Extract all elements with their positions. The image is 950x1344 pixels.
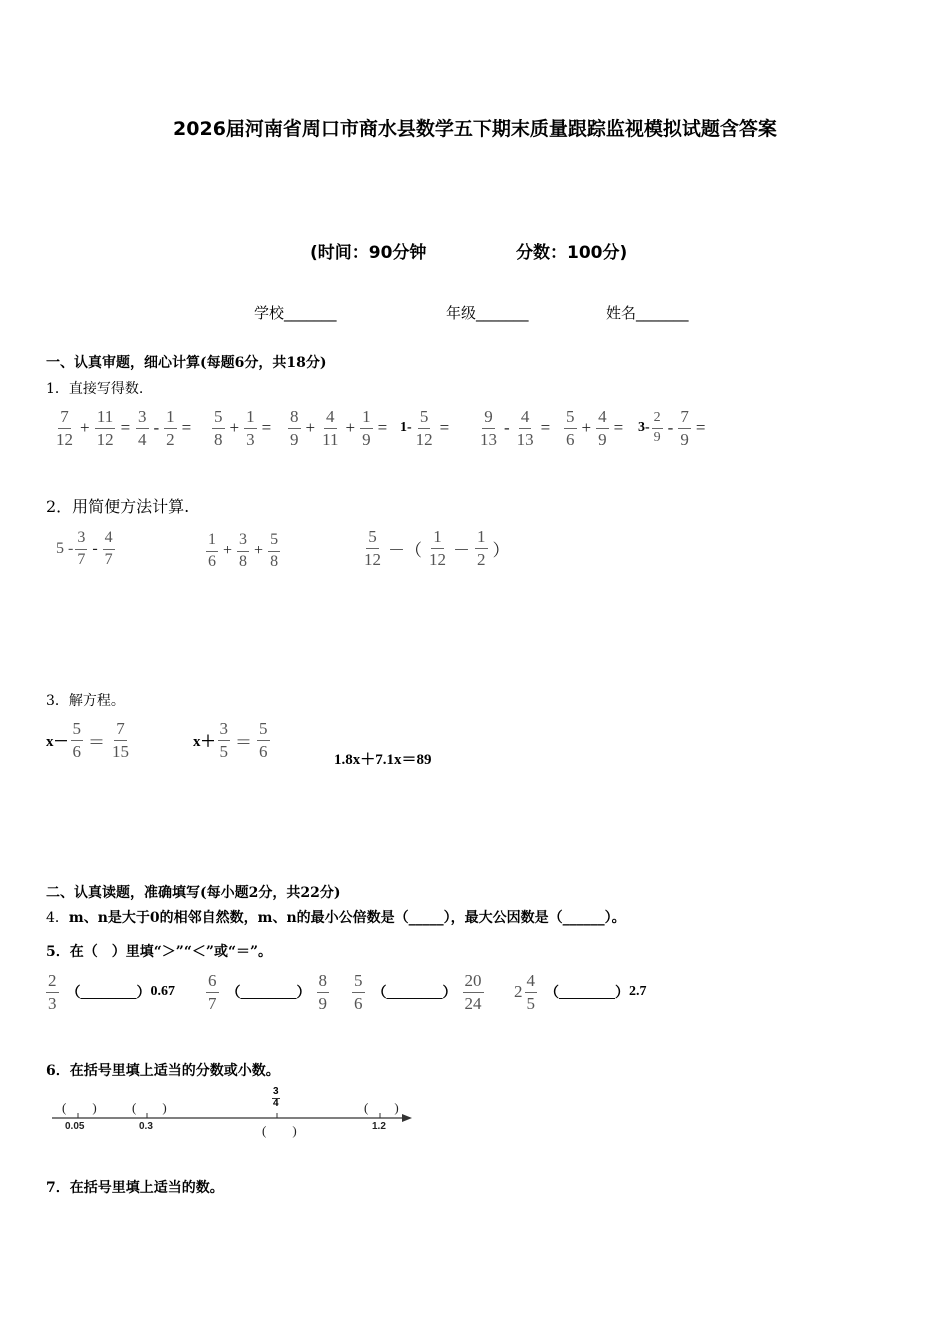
q3-label: 3．解方程。 [46, 693, 125, 709]
score-label: 分数：100分) [516, 243, 628, 263]
q1-expr-4: $\frac{8}{9}$ + $\frac{4}{11}$ + $\frac{1}{9}$ = [290, 407, 388, 449]
name-field[interactable]: 姓名_______ [606, 304, 689, 322]
page-title: 2026届河南省周口市商水县数学五下期末质量跟踪监视模拟试题含答案 [173, 118, 777, 140]
q6-blank-1[interactable]: ( ) [62, 1100, 97, 1115]
q6-blank-4[interactable]: ( ) [262, 1123, 297, 1138]
q6-blank-2[interactable]: ( ) [132, 1100, 167, 1115]
tick-label-3-4: 3 4 [273, 1086, 279, 1109]
q3-eq-2: x＋ $\frac{3}{5}$ ＝ $\frac{5}{6}$ [193, 719, 268, 761]
tick-label-0-05: 0.05 [65, 1121, 85, 1132]
q6-label: 6．在括号里填上适当的分数或小数。 [46, 1063, 280, 1079]
section1-heading: 一、认真审题，细心计算(每题6分，共18分) [46, 355, 327, 371]
q1-expr-8: 3- $\frac{2}{9}$ - $\frac{7}{9}$ = [638, 407, 706, 449]
section2-heading: 二、认真读题，准确填写(每小题2分，共22分) [46, 885, 341, 901]
q3-eq-1: x－ $\frac{5}{6}$ ＝ $\frac{7}{15}$ [46, 719, 130, 761]
q2-expr-1: 5 - $\frac{3}{7}$ - $\frac{4}{7}$ [56, 529, 113, 568]
time-label: (时间：90分钟 [310, 243, 427, 263]
tick-label-1-2: 1.2 [372, 1121, 386, 1132]
q7-label: 7．在括号里填上适当的数。 [46, 1180, 224, 1196]
grade-field[interactable]: 年级_______ [446, 304, 529, 322]
q5-label: 5．在（ ）里填“＞”“＜”或“＝”。 [46, 944, 273, 960]
q3-eq-3: 1.8x＋7.1x＝89 [334, 752, 432, 768]
q1-expr-6: $\frac{9}{13}$ - $\frac{4}{13}$ = [480, 407, 551, 449]
q5-compare-1: $\frac{2}{3}$ （________） 0.67 [48, 971, 175, 1013]
q1-expr-7: $\frac{5}{6}$ + $\frac{4}{9}$ = [566, 407, 624, 449]
q1-label: 1．直接写得数. [46, 381, 144, 397]
q1-expr-3: $\frac{5}{8}$ + $\frac{1}{3}$ = [214, 407, 272, 449]
q6-blank-3[interactable]: ( ) [364, 1100, 399, 1115]
q1-expr-1: $\frac{7}{12}$ + $\frac{11}{12}$ = [56, 407, 131, 449]
q1-expr-2: $\frac{3}{4}$ - $\frac{1}{2}$ = [138, 407, 192, 449]
tick-label-0-3: 0.3 [139, 1121, 153, 1132]
q2-expr-3: $\frac{5}{12}$ －（ $\frac{1}{12}$ － $\frac{1}{2}$ ） [364, 527, 510, 569]
q5-compare-4: 2 $\frac{4}{5}$ （________） 2.7 [514, 971, 647, 1013]
school-field[interactable]: 学校_______ [254, 304, 337, 322]
q4: 4．m、n是大于0的相邻自然数，m、n的最小公倍数是（_____），最大公因数是（______）。 [46, 910, 626, 926]
q5-compare-3: $\frac{5}{6}$ （________） $\frac{20}{24}$ [354, 971, 482, 1013]
q1-expr-5: 1- $\frac{5}{12}$ = [400, 407, 450, 449]
number-line-arrow [402, 1114, 412, 1122]
q5-compare-2: $\frac{6}{7}$ （________） $\frac{8}{9}$ [208, 971, 327, 1013]
q2-expr-2: $\frac{1}{6}$ + $\frac{3}{8}$ + $\frac{5}{8}$ [208, 531, 279, 570]
q2-label: 2．用简便方法计算. [46, 497, 190, 516]
